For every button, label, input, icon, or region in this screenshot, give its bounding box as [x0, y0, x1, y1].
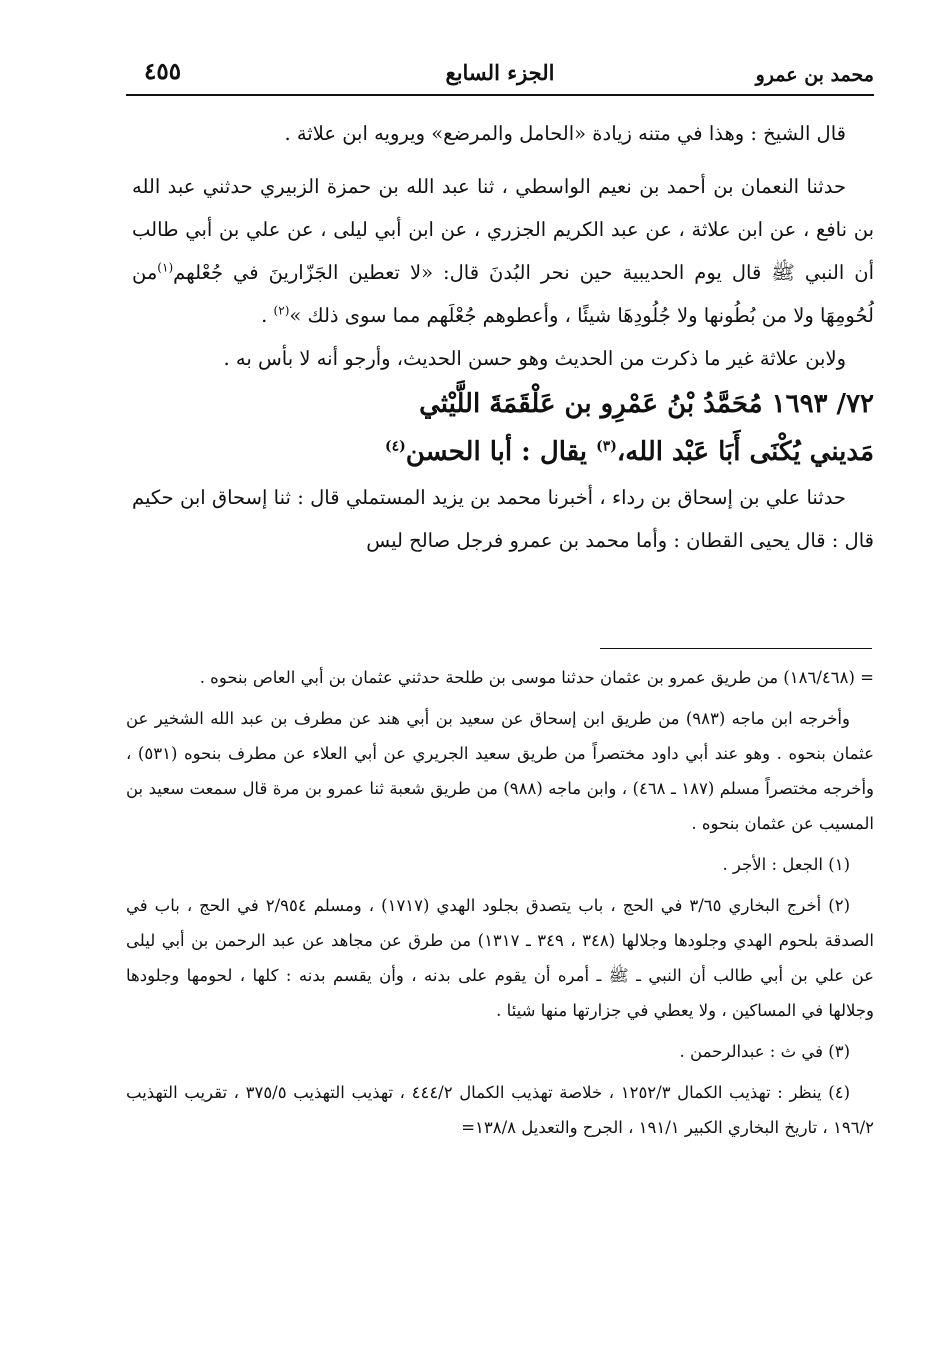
footnote-2: (٢) أخرج البخاري ٣/٦٥ في الحج ، باب يتصدق بجلود الهدي (١٧١٧) ، ومسلم ٢/٩٥٤ في الحج ، باب في الصدقة بلحوم الهدي وجلودها وجلالها (٣٤٨ ، ٣٤٩ ـ ١٣١٧) من طرق عن مجاهد عن عبد الرحمن بن أبي ليلى عن علي بن أبي طالب أن النبي ـ ﷺ ـ أمره أن يقوم على بدنه ، وأن يقسم بدنه : كلها ، لحومها وجلودها وجلالها في المساكين ، ولا يعطي في جزارتها منها شيئا . — [126, 896, 874, 1020]
header-rule — [126, 94, 874, 96]
heading-line-2-part-a: مَديني يُكْنَى أَبَا عَبْد الله، — [616, 437, 874, 467]
footnote-ref-2: (٢) — [273, 303, 290, 318]
footnote-ref-1: (١) — [157, 260, 174, 275]
heading-line-2 — [132, 428, 874, 476]
heading-line-1: ٧٢/ ١٦٩٣ مُحَمَّدُ بْنُ عَمْرِو بن عَلْقَمَةَ اللَّيْثي — [419, 389, 874, 419]
header-section-title: محمد بن عمرو — [755, 64, 874, 86]
paragraph-sheikh-note: قال الشيخ : وهذا في متنه زيادة «الحامل والمرضع» ويرويه ابن علاثة . — [284, 122, 846, 145]
footnote-separator — [600, 648, 872, 649]
page-number: ٤٥٥ — [144, 58, 182, 85]
paragraph-qattan: حدثنا علي بن إسحاق بن رداء ، أخبرنا محمد بن يزيد المستملي قال : ثنا إسحاق ابن حكيم قال : قال يحيى القطان : وأما محمد بن عمرو فرجل صالح ليس — [132, 486, 874, 552]
hadith-text-part-2: من لُحُومِهَا ولا من بُطُونها ولا جُلُودِهَا شيئًا ، وأعطوهم جُعْلَهم مما سوى ذلك » — [132, 261, 874, 327]
running-header — [126, 52, 874, 98]
hadith-text-part-1: حدثنا النعمان بن أحمد بن نعيم الواسطي ، ثنا عبد الله بن حمزة الزبيري حدثني عبد الله بن نافع ، عن ابن علاثة ، عن عبد الكريم الجزري ، عن ابن أبي ليلى ، عن علي بن أبي طالب أن النبي ﷺ قال يوم الحديبية حين نحر البُدنَ قال: «لا تعطين الجَزّارينَ في جُعْلهم — [132, 175, 874, 284]
footnote-continuation: = (١٨٦/٤٦٨) من طريق عمرو بن عثمان حدثنا موسى بن طلحة حدثني عثمان بن أبي العاص بنحوه . — [199, 668, 874, 687]
footnote-3: (٣) في ث : عبدالرحمن . — [679, 1042, 850, 1061]
footnotes — [126, 660, 874, 1151]
paragraph-hadith-chain — [132, 165, 874, 337]
footnote-ref-3: (٣) — [596, 438, 617, 455]
footnote-ref-4: (٤) — [385, 438, 406, 455]
hadith-text-end: . — [261, 304, 274, 327]
paragraph-ibn-alatha: ولابن علاثة غير ما ذكرت من الحديث وهو حسن الحديث، وأرجو أنه لا بأس به . — [223, 347, 846, 370]
heading-line-2-part-b: يقال : أبا الحسن — [405, 437, 597, 467]
footnote-1: (١) الجعل : الأجر . — [722, 855, 850, 874]
main-text — [132, 112, 874, 562]
footnote-continuation-2: وأخرجه ابن ماجه (٩٨٣) من طريق ابن إسحاق عن سعيد بن أبي هند عن مطرف بن عبد الله الشخير عن عثمان بنحوه . وهو عند أبي داود مختصراً من طريق سعيد الجريري عن أبي العلاء عن مطرف بنحوه (٥٣١) ، وأخرجه مختصراً مسلم (١٨٧ ـ ٤٦٨) ، وابن ماجه (٩٨٨) من طريق شعبة ثنا عمرو بن مرة قال سمعت سعيد بن المسيب عن عثمان بنحوه . — [126, 709, 875, 833]
biography-heading — [132, 380, 874, 476]
footnote-4: (٤) ينظر : تهذيب الكمال ١٢٥٢/٣ ، خلاصة تهذيب الكمال ٤٤٤/٢ ، تهذيب التهذيب ٣٧٥/٥ ، تقريب التهذيب ١٩٦/٢ ، تاريخ البخاري الكبير ١٩١/١ ، الجرح والتعديل ١٣٨/٨= — [126, 1083, 874, 1137]
header-volume-title: الجزء السابع — [445, 60, 555, 85]
